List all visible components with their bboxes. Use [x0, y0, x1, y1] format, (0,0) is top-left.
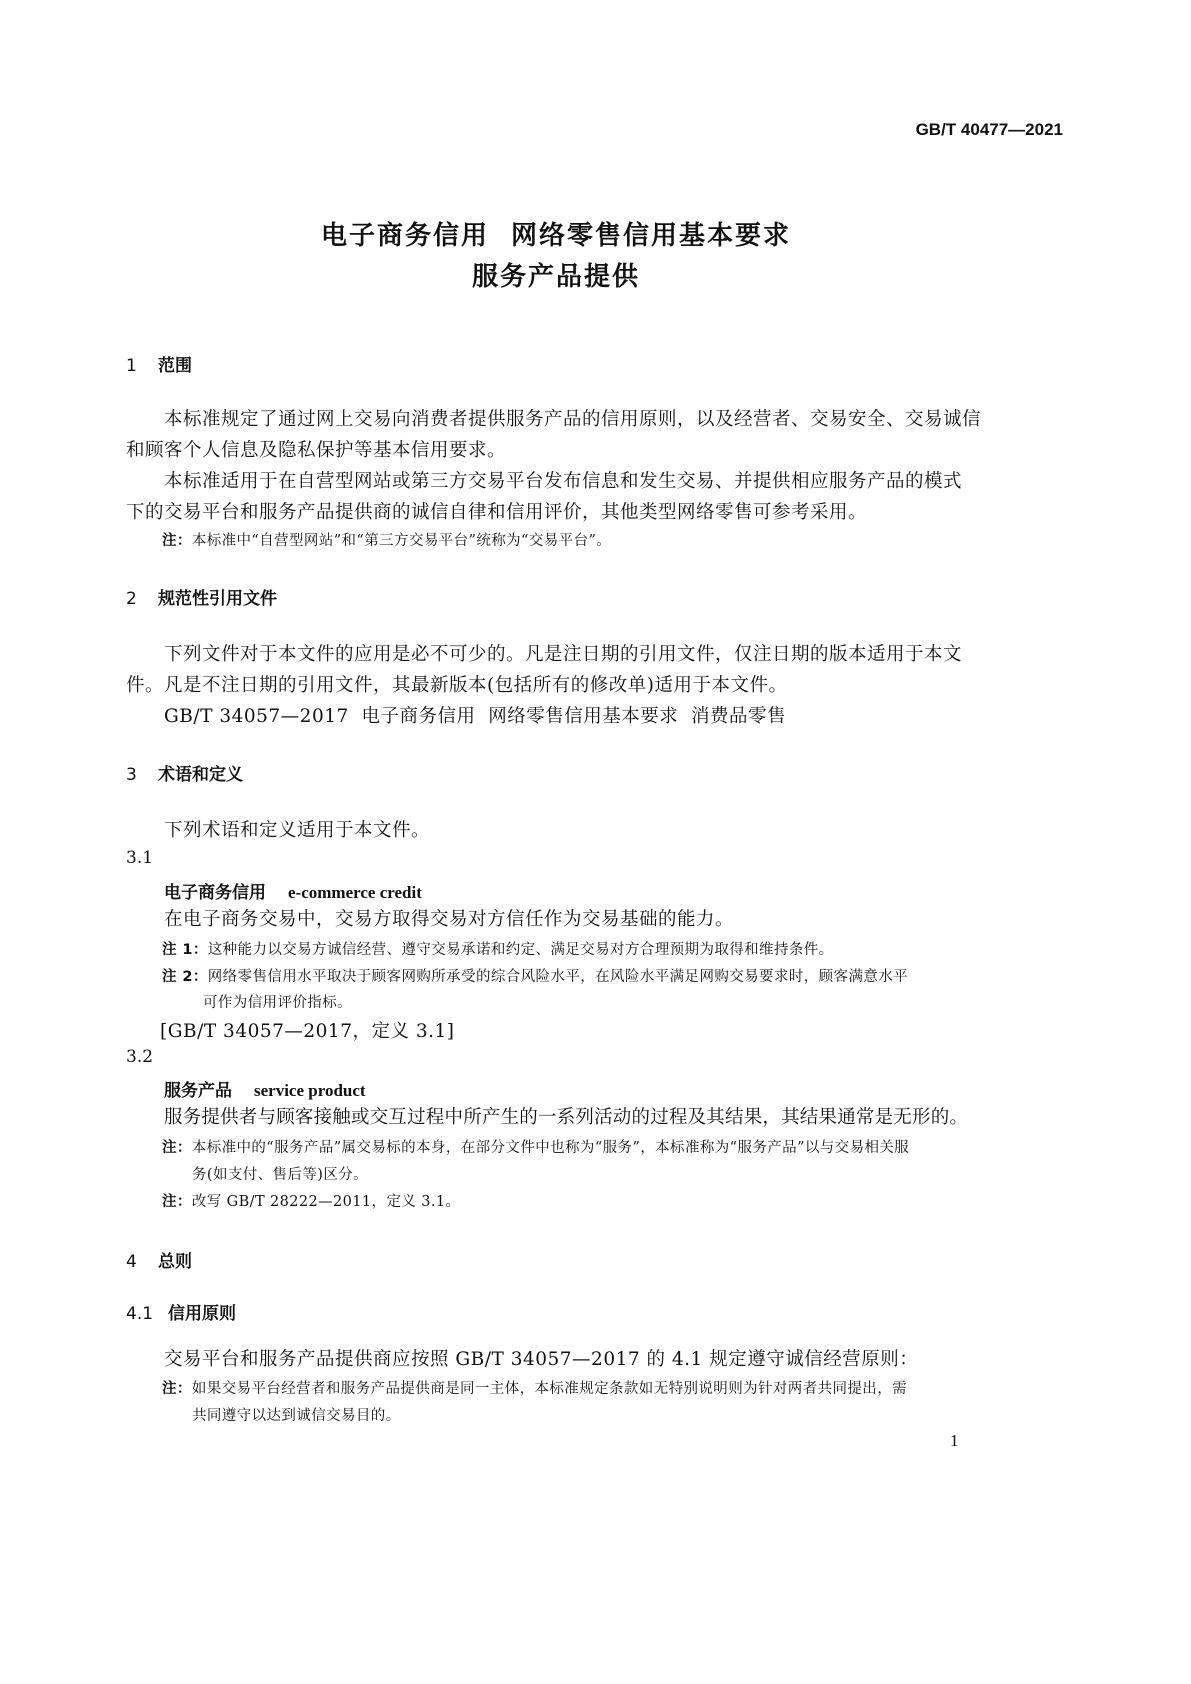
paragraph: 交易平台和服务产品提供商应按照 GB/T 34057—2017 的 4.1 规定遵守诚信经营原则： — [164, 1349, 919, 1370]
section-3-heading — [126, 760, 243, 785]
note-text: 改写 GB/T 28222—2011，定义 3.1。 — [191, 1194, 461, 1210]
paragraph: 和顾客个人信息及隐私保护等基本信用要求。 — [126, 440, 507, 461]
note-label: 注： — [162, 1140, 192, 1156]
paragraph: 件。凡是不注日期的引用文件，其最新版本(包括所有的修改单)适用于本文件。 — [126, 675, 788, 696]
section-number: 4 — [126, 1252, 137, 1272]
subsection-4-1-heading — [126, 1299, 236, 1324]
paragraph: 下列文件对于本文件的应用是必不可少的。凡是注日期的引用文件，仅注日期的版本适用于本文 — [164, 644, 963, 665]
note — [162, 938, 834, 959]
paragraph: 下列术语和定义适用于本文件。 — [164, 820, 431, 841]
note — [162, 529, 611, 550]
standard-number: GB/T 40477—2021 — [915, 120, 1063, 139]
note-text: 如果交易平台经营者和服务产品提供商是同一主体，本标准规定条款如无特别说明则为针对两者共同提出，需 — [191, 1381, 908, 1397]
section-title: 范围 — [158, 356, 192, 376]
note-continuation: 务(如支付、售后等)区分。 — [192, 1167, 369, 1183]
note-label: 注： — [162, 1194, 192, 1210]
section-1-heading — [126, 351, 192, 376]
term-number: 3.2 — [126, 1047, 154, 1067]
note-label: 注 2： — [162, 969, 208, 985]
note-continuation: 共同遵守以达到诚信交易目的。 — [192, 1408, 401, 1424]
note-text: 本标准中的“服务产品”属交易标的本身，在部分文件中也称为“服务”，本标准称为“服务产品”以与交易相关服 — [191, 1140, 910, 1156]
note — [162, 1377, 907, 1398]
paragraph: 下的交易平台和服务产品提供商的诚信自律和信用评价，其他类型网络零售可参考采用。 — [126, 502, 868, 523]
page-number: 1 — [950, 1431, 959, 1450]
document-title-line2: 服务产品提供 — [471, 262, 640, 292]
term-definition: 在电子商务交易中，交易方取得交易对方信任作为交易基础的能力。 — [164, 909, 735, 930]
note — [162, 1136, 909, 1157]
section-title: 术语和定义 — [158, 765, 243, 785]
section-number: 3 — [126, 765, 137, 785]
term-entry — [164, 878, 422, 903]
paragraph: 本标准适用于在自营型网站或第三方交易平台发布信息和发生交易、并提供相应服务产品的模式 — [164, 471, 963, 492]
term-number: 3.1 — [126, 848, 154, 868]
term-source: [GB/T 34057—2017，定义 3.1] — [160, 1021, 455, 1042]
section-title: 信用原则 — [168, 1304, 236, 1324]
section-number: 1 — [126, 356, 137, 376]
term-english: service product — [254, 1081, 366, 1100]
section-number: 2 — [126, 589, 137, 609]
section-title: 规范性引用文件 — [158, 589, 277, 609]
term-definition: 服务提供者与顾客接触或交互过程中所产生的一系列活动的过程及其结果，其结果通常是无形的。 — [164, 1107, 969, 1128]
note — [162, 1190, 460, 1211]
section-title: 总则 — [158, 1252, 192, 1272]
paragraph: 本标准规定了通过网上交易向消费者提供服务产品的信用原则，以及经营者、交易安全、交易诚信 — [164, 409, 982, 430]
document-title-line1: 电子商务信用 网络零售信用基本要求 — [320, 221, 792, 251]
note — [162, 965, 908, 986]
note-label: 注： — [162, 533, 192, 549]
term-entry — [164, 1076, 366, 1101]
note-text: 这种能力以交易方诚信经营、遵守交易承诺和约定、满足交易对方合理预期为取得和维持条件。 — [207, 942, 834, 958]
term-chinese: 电子商务信用 — [164, 883, 266, 903]
note-continuation: 可作为信用评价指标。 — [203, 995, 352, 1011]
section-2-heading — [126, 584, 277, 609]
section-4-heading — [126, 1247, 192, 1272]
note-label: 注： — [162, 1381, 192, 1397]
note-label: 注 1： — [162, 942, 208, 958]
term-english: e-commerce credit — [288, 883, 422, 902]
note-text: 本标准中“自营型网站”和“第三方交易平台”统称为“交易平台”。 — [191, 533, 612, 549]
term-chinese: 服务产品 — [164, 1081, 232, 1101]
note-text: 网络零售信用水平取决于顾客网购所承受的综合风险水平，在风险水平满足网购交易要求时，顾客满意水平 — [207, 969, 909, 985]
normative-reference: GB/T 34057—2017 电子商务信用 网络零售信用基本要求 消费品零售 — [164, 706, 787, 727]
section-number: 4.1 — [126, 1304, 154, 1324]
